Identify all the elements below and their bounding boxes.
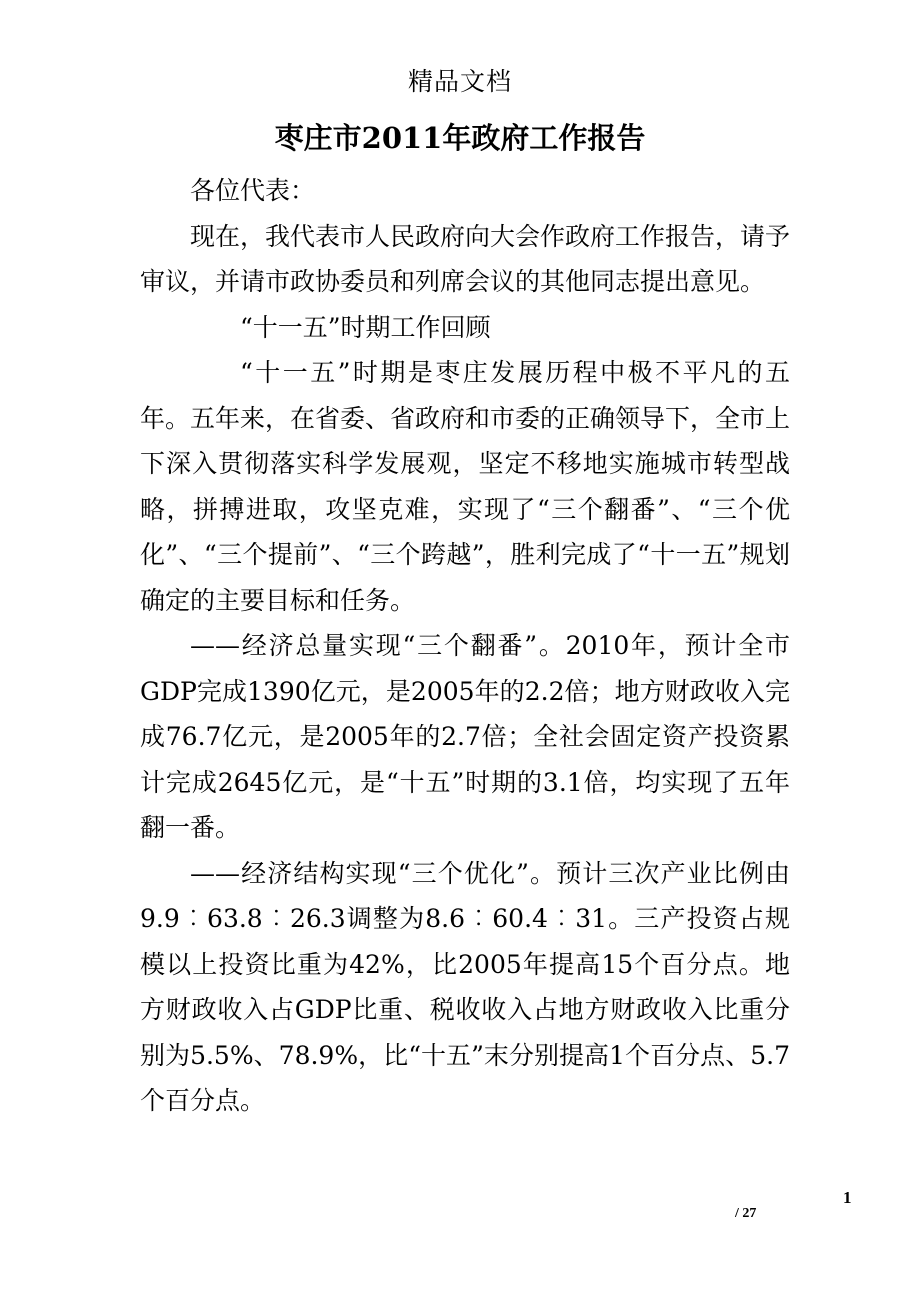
opening-paragraph: 现在，我代表市人民政府向大会作政府工作报告，请予审议，并请市政协委员和列席会议的其他同志提出意见。 (140, 221, 791, 296)
page-header-label: 精品文档 (407, 67, 512, 96)
section-heading: “十一五”时期工作回顾 (240, 312, 491, 342)
economic-volume-paragraph: ——经济总量实现“三个翻番”。2010年，预计全市GDP完成1390亿元，是2005年的2.2倍；地方财政收入完成76.7亿元，是2005年的2.7倍；全社会固定资产投资累计完成2645亿元，是“十五”时期的3.1倍，均实现了五年翻一番。 (140, 631, 790, 842)
page-total: / 27 (735, 1206, 757, 1221)
review-paragraph: “十一五”时期是枣庄发展历程中极不平凡的五年。五年来，在省委、省政府和市委的正确领导下，全市上下深入贯彻落实科学发展观，坚定不移地实施城市转型战略，拼搏进取，攻坚克难，实现了“三个翻番”、“三个优化”、“三个提前”、“三个跨越”，胜利完成了“十一五”规划确定的主要目标和任务。 (140, 358, 791, 615)
document-title: 枣庄市2011年政府工作报告 (274, 121, 646, 155)
salutation-paragraph: 各位代表： (190, 176, 316, 205)
page-number: 1 (843, 1188, 852, 1207)
document-body (140, 168, 790, 1124)
economic-structure-paragraph: ——经济结构实现“三个优化”。预计三次产业比例由9.9︰63.8︰26.3调整为8.6︰60.4︰31。三产投资占规模以上投资比重为42%，比2005年提高15个百分点。地方财政收入占GDP比重、税收收入占地方财政收入比重分别为5.5%、78.9%，比“十五”末分别提高1个百分点、5.7个百分点。 (140, 858, 790, 1115)
